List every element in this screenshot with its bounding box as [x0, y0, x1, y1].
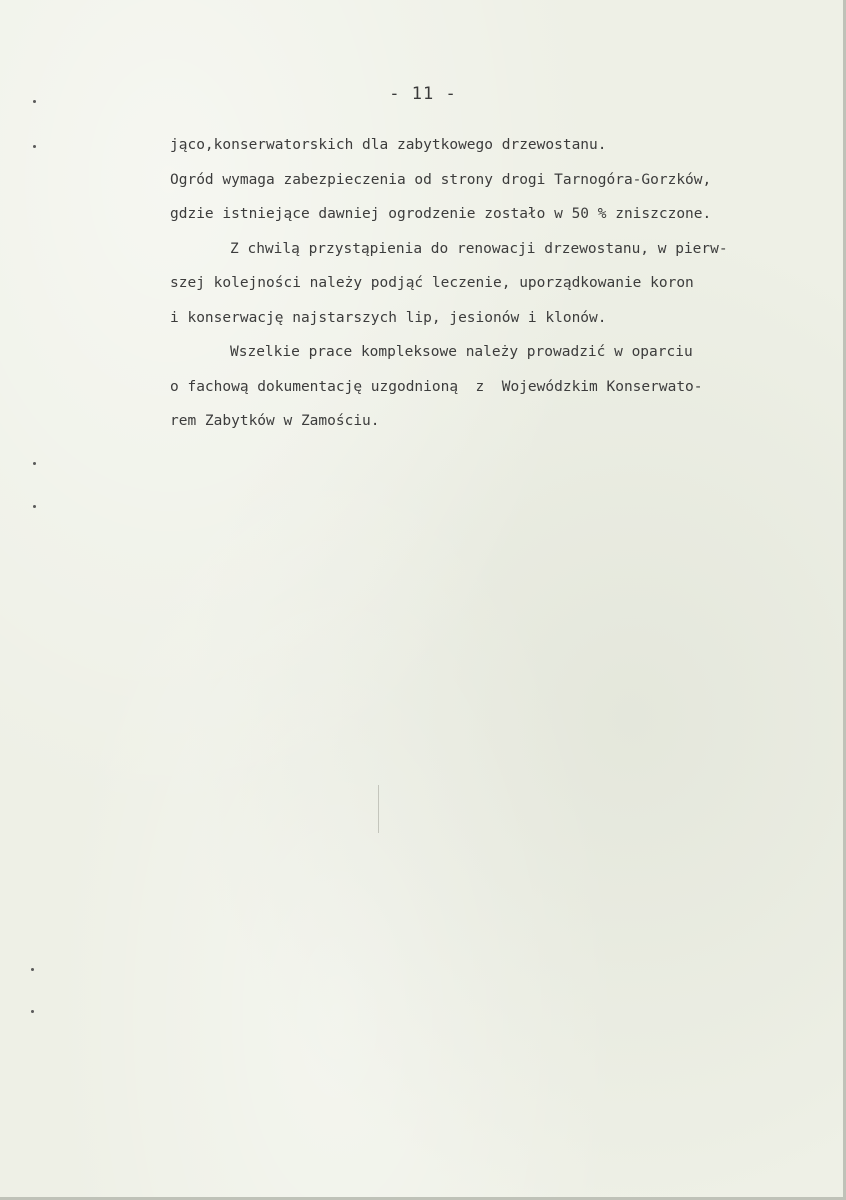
text-line: jąco,konserwatorskich dla zabytkowego drzewostanu. [170, 137, 607, 153]
paper-crease [378, 785, 379, 833]
margin-mark [33, 505, 36, 508]
text-line: i konserwację najstarszych lip, jesionów i klonów. [170, 309, 607, 326]
page-number: - 11 - [389, 84, 457, 104]
text-line: Wszelkie prace kompleksowe należy prowadzić w oparciu [230, 344, 693, 360]
body-text [170, 128, 830, 439]
text-line: Ogród wymaga zabezpieczenia od strony drogi Tarnogóra-Gorzków, [170, 171, 712, 188]
margin-mark [31, 1010, 34, 1013]
margin-mark [33, 462, 36, 465]
margin-mark [33, 145, 36, 148]
text-line: gdzie istniejące dawniej ogrodzenie zostało w 50 % zniszczone. [170, 206, 712, 222]
text-line: rem Zabytków w Zamościu. [170, 413, 380, 429]
text-line: o fachową dokumentację uzgodnioną z Wojewódzkim Konserwato- [170, 378, 703, 395]
text-line: szej kolejności należy podjąć leczenie, uporządkowanie koron [170, 275, 694, 291]
text-line: Z chwilą przystąpienia do renowacji drzewostanu, w pierw- [230, 240, 728, 257]
margin-mark [31, 968, 34, 971]
